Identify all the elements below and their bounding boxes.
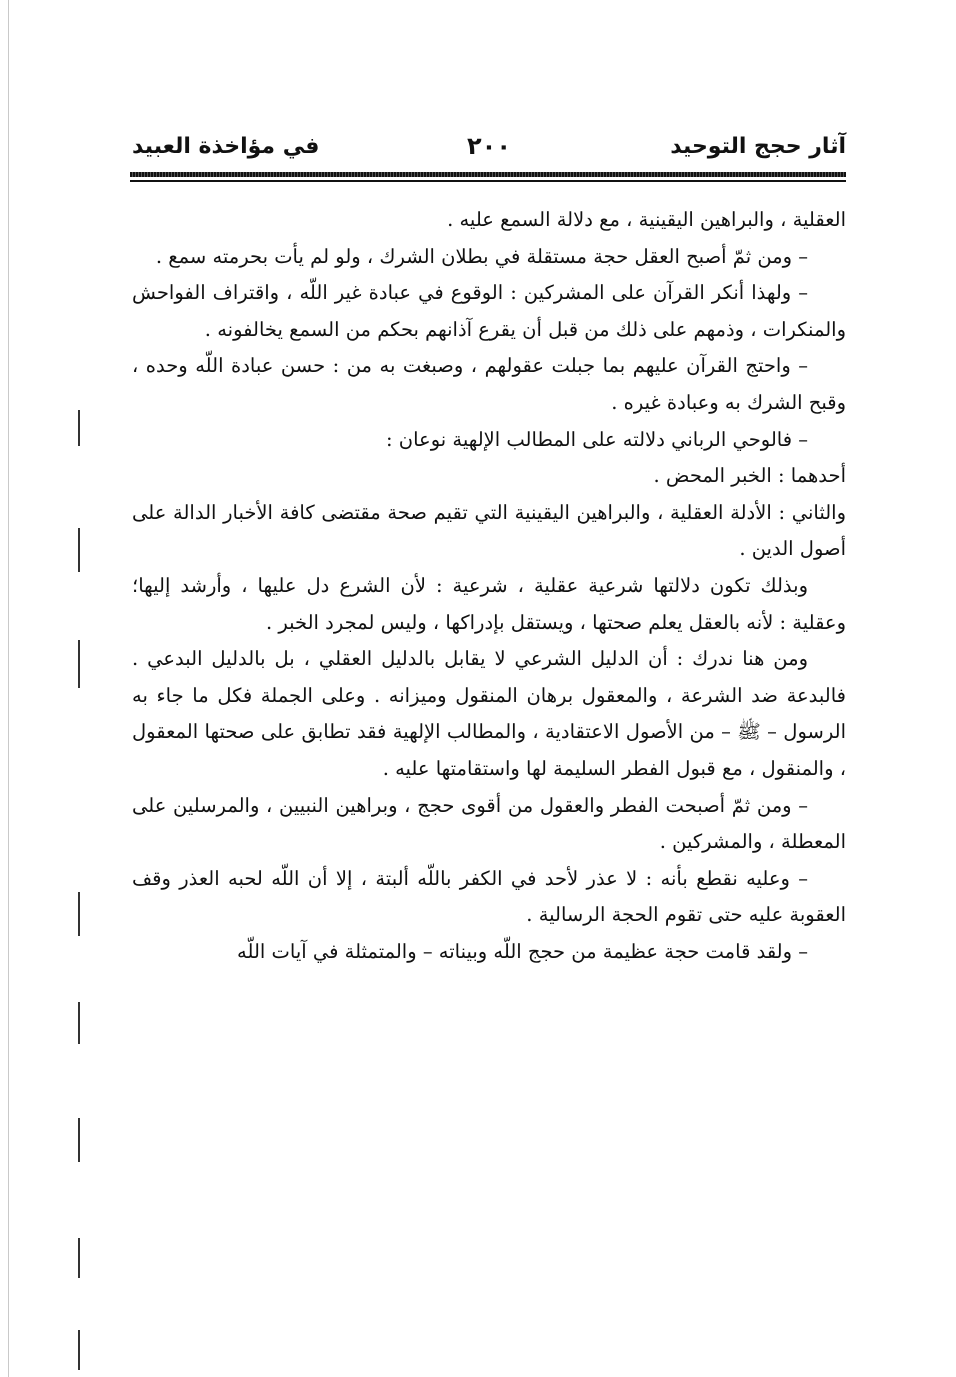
paragraph: – ولقد قامت حجة عظيمة من حجج اللّه وبيناته – والمتمثلة في آيات اللّه [237,939,808,963]
paragraph: – ولهذا أنكر القرآن على المشركين : الوقوع في عبادة غير اللّه ، واقتراف الفواحش والمنكرات ، وذمهم على ذلك من قبل أن يقرع آذانهم بحكم من السمع يخالفونه . [132,281,846,341]
header-rule-thick [130,172,846,177]
paragraph: ومن هنا ندرك : أن الدليل الشرعي لا يقابل بالدليل العقلي ، بل بالدليل البدعي . فالبدعة ضد الشرعة ، والمعقول برهان المنقول وميزانه . وعلى الجملة فكل ما جاء به الرسول – ﷺ – من الأصول الاعتقادية ، والمطالب الإلهية فقد تطابق على صحتها المعقول ، والمنقول ، مع قبول الفطر السليمة لها واستقامتها عليه . [132,647,846,780]
body-text [132,202,846,970]
paragraph: – فالوحي الرباني دلالته على المطالب الإلهية نوعان : [386,427,808,451]
paragraph: والثاني : الأدلة العقلية ، والبراهين اليقينية التي تقيم صحة مقتضى كافة الأخبار الدالة على أصول الدين . [132,500,846,561]
header-chapter-title: في مؤاخذة العبيد [132,134,320,159]
header-book-title: آثار حجج التوحيد [670,134,846,159]
paragraph: – ومن ثمّ أصبحت الفطر والعقول من أقوى حجج ، وبراهين النبيين ، والمرسلين على المعطلة ، والمشركين . [132,793,846,854]
paragraph: – ومن ثمّ أصبح العقل حجة مستقلة في بطلان الشرك ، ولو لم يأت بحرمته سمع . [155,244,808,268]
scan-edge-line [8,0,9,1377]
paragraph: أحدهما : الخبر المحض . [653,464,846,488]
paragraph: – وعليه نقطع بأنه : لا عذر لأحد في الكفر باللّه ألبتة ، إلا أن اللّه لحبه العذر وقف العقوبة عليه حتى تقوم الحجة الرسالية . [132,866,846,927]
paragraph: وبذلك تكون دلالتها شرعية عقلية ، شرعية : لأن الشرع دل عليها ، وأرشد إليها؛ وعقلية : لأنه بالعقل يعلم صحتها ، ويستقل بإدراكها ، وليس لمجرد الخبر . [132,573,846,634]
page-number: ٢٠٠ [467,132,511,160]
paragraph: العقلية ، والبراهين اليقينية ، مع دلالة السمع عليه . [447,208,846,231]
paragraph: – واحتج القرآن عليهم بما جبلت عقولهم ، وصبغت به من : حسن عبادة اللّه وحده ، وقبح الشرك به وعبادة غيره . [132,354,846,414]
header-rule-thin [130,180,846,182]
running-header [132,134,846,168]
